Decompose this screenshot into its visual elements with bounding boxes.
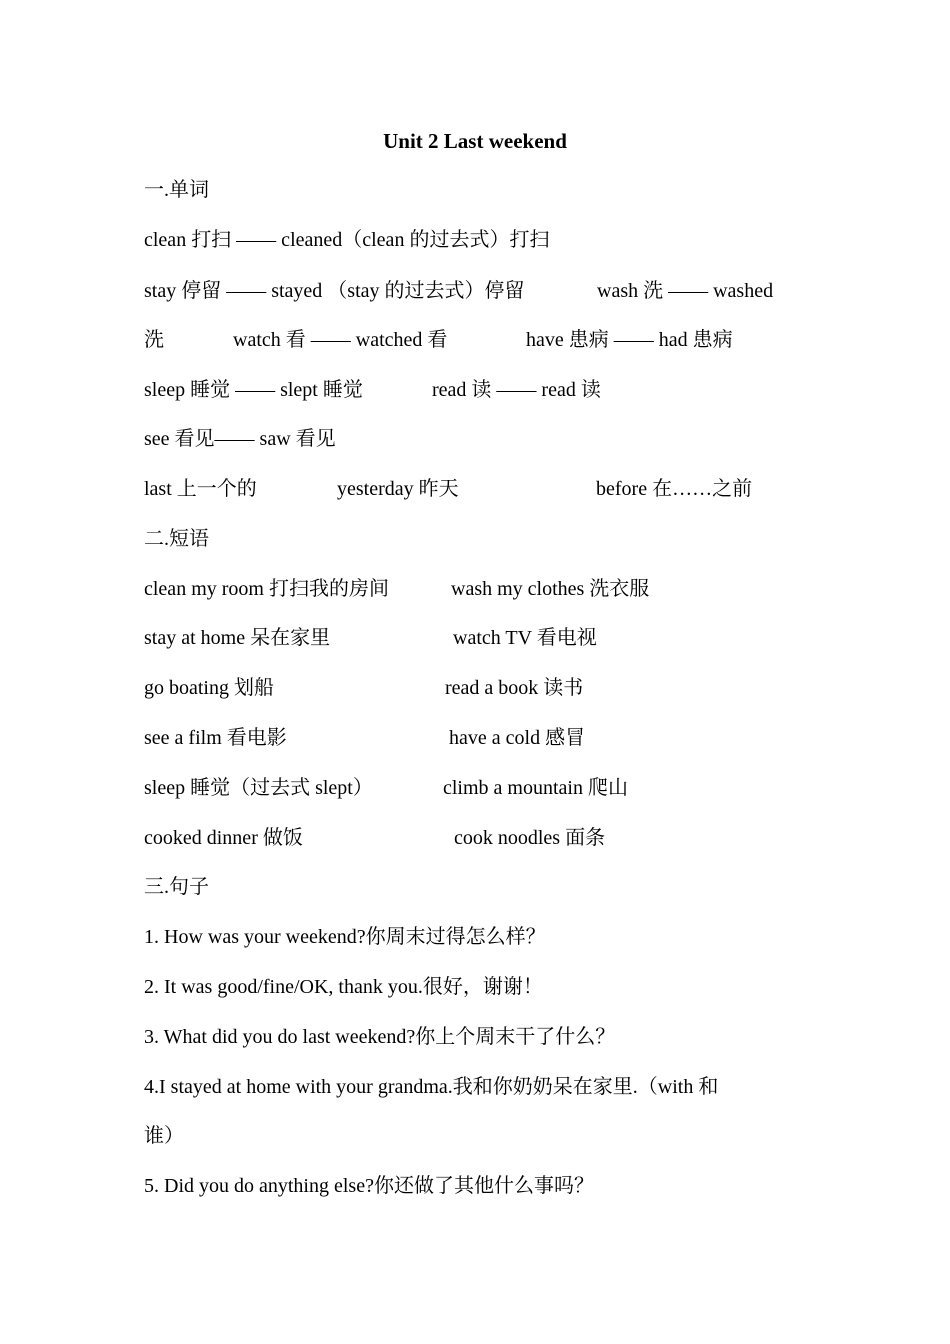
vocab-line-have: have 患病 —— had 患病: [526, 329, 733, 351]
phrase-right: cook noodles 面条: [454, 827, 606, 849]
vocab-line-stay: stay 停留 —— stayed （stay 的过去式）停留: [144, 280, 525, 302]
phrase-right: read a book 读书: [445, 677, 584, 699]
phrase-right: climb a mountain 爬山: [443, 777, 628, 799]
sentence-3: 3. What did you do last weekend?你上个周末干了什么？: [144, 1026, 616, 1048]
vocab-line-watch: watch 看 —— watched 看: [233, 329, 448, 351]
vocab-line-see: see 看见—— saw 看见: [144, 428, 336, 450]
phrase-left: stay at home 呆在家里: [144, 627, 331, 649]
phrase-right: have a cold 感冒: [449, 727, 586, 749]
phrase-right: wash my clothes 洗衣服: [451, 578, 650, 600]
sentence-1: 1. How was your weekend?你周末过得怎么样？: [144, 926, 546, 948]
sentences-heading: 三.句子: [144, 876, 209, 898]
vocab-line-wash-cont: 洗: [144, 329, 164, 351]
sentence-4: 4.I stayed at home with your grandma.我和你奶奶呆在家里.（with 和: [144, 1076, 719, 1098]
phrase-left: cooked dinner 做饭: [144, 827, 303, 849]
phrase-left: sleep 睡觉（过去式 slept）: [144, 777, 373, 799]
vocab-line-yesterday: yesterday 昨天: [337, 478, 459, 500]
phrase-right: watch TV 看电视: [453, 627, 597, 649]
vocab-line-read: read 读 —— read 读: [432, 379, 601, 401]
vocab-line-wash: wash 洗 —— washed: [597, 280, 774, 302]
phrases-heading: 二.短语: [144, 528, 209, 550]
phrase-left: see a film 看电影: [144, 727, 287, 749]
sentence-2: 2. It was good/fine/OK, thank you.很好，谢谢！: [144, 976, 543, 998]
phrase-left: clean my room 打扫我的房间: [144, 578, 389, 600]
page-title: Unit 2 Last weekend: [383, 129, 567, 153]
vocab-line-clean: clean 打扫 —— cleaned（clean 的过去式）打扫: [144, 229, 550, 251]
phrase-left: go boating 划船: [144, 677, 274, 699]
vocab-line-last: last 上一个的: [144, 478, 257, 500]
vocab-heading: 一.单词: [144, 179, 209, 201]
sentence-5: 5. Did you do anything else?你还做了其他什么事吗？: [144, 1175, 594, 1197]
sentence-4-cont: 谁）: [144, 1125, 184, 1147]
vocab-line-before: before 在……之前: [596, 478, 753, 500]
vocab-line-sleep: sleep 睡觉 —— slept 睡觉: [144, 379, 363, 401]
